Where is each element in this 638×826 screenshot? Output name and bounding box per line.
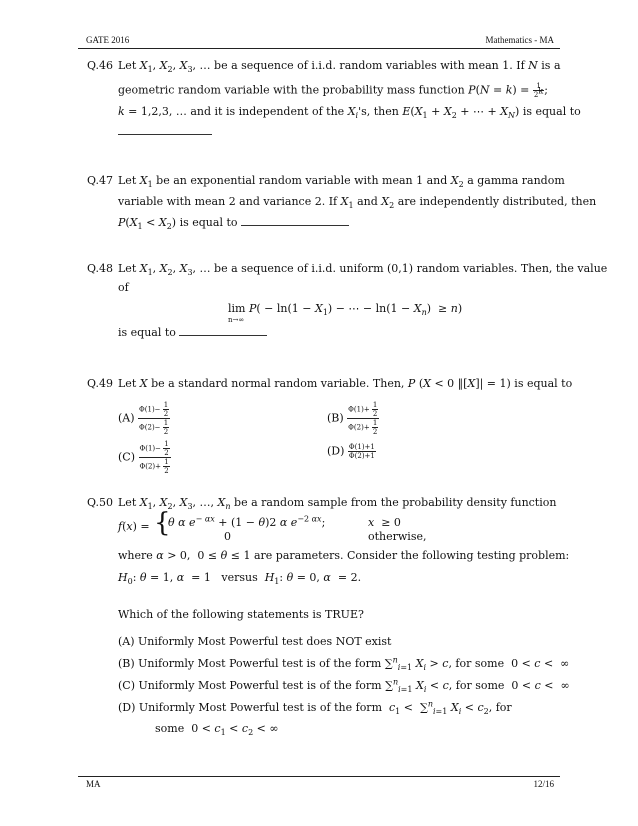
- question-47: [87, 174, 597, 238]
- option-b[interactable]: (B) Φ(1)+ $\frac{1}{2}$ Φ(2)+ $\frac{1}{2}$: [327, 401, 378, 436]
- question-text-line: variable with mean 2 and variance 2. If $X_1$ and $X_2$ are independently distributed, then: [118, 195, 597, 211]
- question-50: [87, 496, 570, 746]
- question-text-line: $P(X_1 < X_2)$ is equal to: [118, 216, 349, 230]
- option-a[interactable]: (A) Uniformly Most Powerful test does NOT exist: [118, 635, 392, 648]
- question-text-line: Let X be a standard normal random variable. Then, P (X < 0 ‖[X]| = 1) is equal to: [118, 377, 573, 390]
- lim-subscript: n→∞: [228, 316, 245, 324]
- answer-blank[interactable]: [118, 125, 212, 139]
- answer-blank[interactable]: [241, 216, 349, 226]
- header-exam-title: GATE 2016: [86, 35, 130, 45]
- lim-operator: lim: [228, 302, 246, 315]
- question-text-line: where α > 0, 0 ≤ θ ≤ 1 are parameters. Consider the following testing problem:: [118, 549, 570, 562]
- question-number: Q.46: [87, 59, 113, 72]
- option-c[interactable]: (C) Φ(1)− $\frac{1}{2}$ Φ(2)+ $\frac{1}{2}$: [118, 440, 169, 475]
- question-number: Q.50: [87, 496, 113, 509]
- header-paper-title: Mathematics - MA: [485, 35, 554, 45]
- question-46: [87, 59, 581, 139]
- question-text-line: geometric random variable with the probability mass function P(N = k) = $\frac{1}{2^k}$ ;: [118, 82, 548, 99]
- option-d-continuation: some $0 < c_1 < c_2$ < ∞: [155, 722, 279, 738]
- question-number: Q.47: [87, 174, 113, 187]
- question-text-line: Let $X_1$, $X_2$, $X_3$, … be a sequence of i.i.d. random variables with mean 1. If N is a: [118, 59, 561, 75]
- answer-blank[interactable]: [179, 326, 267, 336]
- option-d[interactable]: (D) $\frac{\Phi(1)+1}{\Phi(2)+1}$: [327, 443, 375, 460]
- option-c[interactable]: (C) Uniformly Most Powerful test is of the form ∑$^n_{i=1}$ $X_i < c$, for some 0 < c < ∞: [118, 677, 570, 695]
- otherwise-label: otherwise,: [368, 530, 427, 543]
- limit-expression: lim n→∞ $P( - \ln(1 - X_1)$ − ⋯ − $\ln(1 - X_n) \ge n$): [228, 302, 462, 316]
- footer-paper-code: MA: [86, 779, 101, 789]
- question-49: [87, 377, 573, 475]
- option-b[interactable]: (B) Uniformly Most Powerful test is of the form ∑$^n_{i=1}$ $X_i > c$, for some 0 < c < ∞: [118, 655, 570, 673]
- question-text-line: Let $X_1$, $X_2$, $X_3$, … be a sequence of i.i.d. uniform (0,1) random variables. Then, the value: [118, 262, 608, 278]
- page-footer: [78, 776, 560, 792]
- header-divider: [78, 48, 560, 49]
- question-prompt: Which of the following statements is TRUE?: [118, 608, 364, 621]
- question-text-line: of: [118, 281, 129, 294]
- question-text-line: is equal to: [118, 326, 267, 340]
- question-number: Q.48: [87, 262, 113, 275]
- option-d[interactable]: (D) Uniformly Most Powerful test is of the form $c_1 < \sum^n_{i=1}$ $X_i < c_2$, for: [118, 699, 512, 717]
- page-number: 12/16: [533, 779, 554, 789]
- question-text-line: k = 1,2,3, … and it is independent of the $X_i's$, then $E(X_1 + X_2$ + ⋯ + $X_N$) is equal to: [118, 105, 581, 121]
- question-text-line: $H_0$: θ = 1, α = 1 versus $H_1$: θ = 0, α = 2.: [118, 571, 362, 587]
- pdf-definition: f(x) = { θ α $e^{- \alpha x} + (1 - \theta)2$ α $e^{-2 \alpha x}$; 0 x ≥ 0 otherwise,: [118, 508, 427, 543]
- question-text-line: Let $X_1$, $X_2$, $X_3$, …, $X_n$ be a random sample from the probability density function: [118, 496, 557, 512]
- question-number: Q.49: [87, 377, 113, 390]
- question-text-line: Let $X_1$ be an exponential random variable with mean 1 and $X_2$ a gamma random: [118, 174, 565, 190]
- option-a[interactable]: (A) Φ(1)− $\frac{1}{2}$ Φ(2)− $\frac{1}{2}$: [118, 401, 169, 436]
- page-header: [78, 33, 560, 49]
- question-48: [87, 262, 608, 346]
